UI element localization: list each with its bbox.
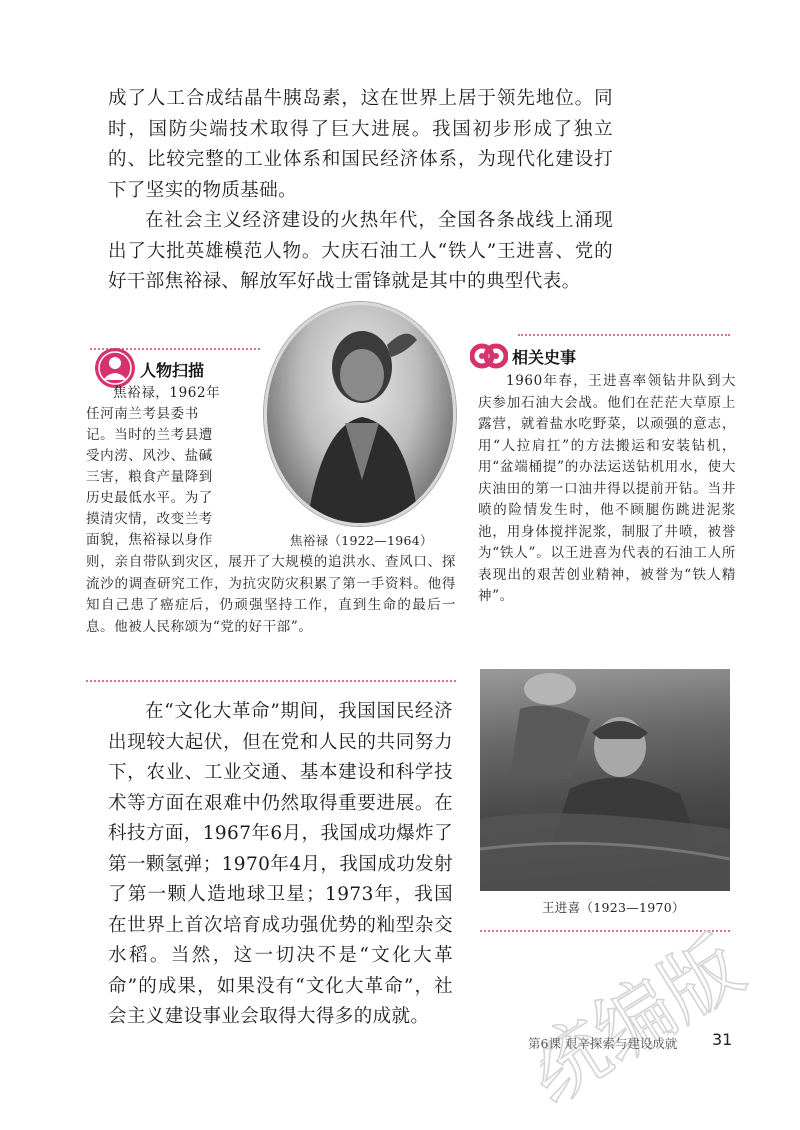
jiao-yulu-photo <box>264 302 456 526</box>
wang-jinxi-photo <box>480 669 730 891</box>
person-box-text-wide: 则，亲自带队到灾区，展开了大规模的追洪水、查风口、探流沙的调查研究工作，为抗灾防灾积累了第一手资料。他得知自己患了癌症后，仍顽强坚持工作，直到生命的最后一息。他被人民称颂为“党的好干部”。 <box>86 554 456 635</box>
history-box-top-border <box>518 334 730 336</box>
person-box-line-2: 任河南兰考县委书 <box>86 406 199 422</box>
history-icon <box>470 338 508 374</box>
body-paragraph-2: 在社会主义经济建设的火热年代，全国各条战线上涌现出了大批英雄模范人物。大庆石油工人“铁人”王进喜、党的好干部焦裕禄、解放军好战士雷锋就是其中的典型代表。 <box>108 210 613 292</box>
person-box-bottom-border <box>86 680 456 682</box>
person-box-line-6: 历史最低水平。为了 <box>86 490 213 506</box>
wang-jinxi-caption: 王进喜（1923—1970） <box>542 900 685 915</box>
history-box-text: 1960年春，王进喜率领钻井队到大庆参加石油大会战。他们在茫茫大草原上露营，就着盐水吃野菜，以顽强的意志，用“人拉肩扛”的方法搬运和安装钻机，用“盆端桶提”的办法运送钻机用水，使大庆油田的第一口油井得以提前开钻。当井喷的险情发生时，他不顾腿伤跳进泥浆池，用身体搅拌泥浆，制服了井喷，被誉为“铁人”。以王进喜为代表的石油工人所表现出的艰苦创业精神，被誉为“铁人精神”。 <box>478 373 736 604</box>
person-box-line-4: 受内涝、风沙、盐碱 <box>86 448 213 464</box>
person-box-line-1: 焦裕禄，1962年 <box>113 385 221 401</box>
watermark <box>540 905 790 1125</box>
page-number: 31 <box>712 1030 733 1049</box>
body-paragraph-3: 在“文化大革命”期间，我国国民经济出现较大起伏，但在党和人民的共同努力下，农业、工业交通、基本建设和科学技术等方面在艰难中仍然取得重要进展。在科技方面，1967年6月，我国成功爆炸了第一颗氢弹；1970年4月，我国成功发射了第一颗人造地球卫星；1973年，我国在世界上首次培育成功强优势的籼型杂交水稻。当然，这一切决不是“文化大革命”的成果，如果没有“文化大革命”，社会主义建设事业会取得大得多的成就。 <box>108 701 453 1027</box>
watermark-text: 统编版 <box>540 920 759 1122</box>
person-box-line-5: 三害，粮食产量降到 <box>86 469 213 485</box>
footer-lesson-title: 第6课 艰辛探索与建设成就 <box>528 1036 678 1051</box>
person-box-line-3: 记。当时的兰考县遭 <box>86 427 213 443</box>
person-box-line-8: 面貌，焦裕禄以身作 <box>86 532 213 548</box>
body-paragraph-1: 成了人工合成结晶牛胰岛素，这在世界上居于领先地位。同时，国防尖端技术取得了巨大进展。我国初步形成了独立的、比较完整的工业体系和国民经济体系，为现代化建设打下了坚实的物质基础。 <box>108 88 613 201</box>
jiao-yulu-caption: 焦裕禄（1922—1964） <box>290 533 433 548</box>
person-box-line-7: 摸清灾情，改变兰考 <box>86 511 213 527</box>
history-box-title: 相关史事 <box>512 348 577 367</box>
person-box-title: 人物扫描 <box>140 361 205 380</box>
